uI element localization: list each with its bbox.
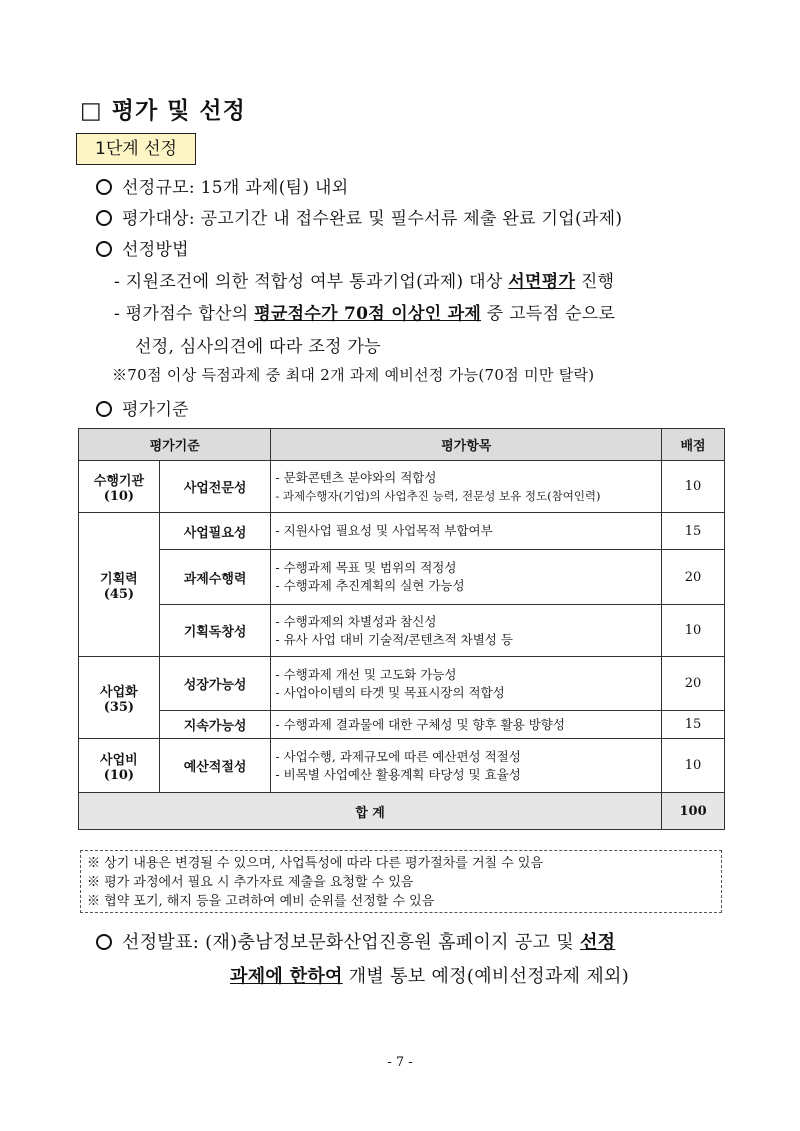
- table-row: 사업비 (10) 예산적절성 - 사업수행, 과제규모에 따른 예산편성 적절성 - 비목별 사업예산 활용계획 타당성 및 효율성 10: [79, 739, 725, 793]
- method-line-2: - 평가점수 합산의 평균점수가 70점 이상인 과제 중 고득점 순으로: [114, 304, 616, 324]
- table-row: 지속가능성 - 수행과제 결과물에 대한 구체성 및 향후 활용 방향성 15: [79, 711, 725, 739]
- table-row: 과제수행력 - 수행과제 목표 및 범위의 적정성 - 수행과제 추진계획의 실현 가능성 20: [79, 550, 725, 605]
- table-row: 수행기관 (10) 사업전문성 - 문화콘텐츠 분야와의 적합성 - 과제수행자(기업)의 사업추진 능력, 전문성 보유 정도(참여인력) 10: [79, 461, 725, 513]
- section-heading: □ 평가 및 선정: [80, 98, 246, 124]
- page-number: - 7 -: [387, 1055, 413, 1070]
- circle-bullet-icon: [96, 401, 112, 417]
- table-row: 기획력 (45) 사업필요성 - 지원사업 필요성 및 사업목적 부합여부 15: [79, 513, 725, 550]
- reserve-note: ※70점 이상 득점과제 중 최대 2개 과제 예비선정 가능(70점 미만 탈락): [112, 366, 595, 384]
- criteria-title: 평가기준: [96, 395, 189, 420]
- table-row: 기획독창성 - 수행과제의 차별성과 참신성 - 유사 사업 대비 기술적/콘텐츠적 차별성 등 10: [79, 605, 725, 657]
- target-line: 평가대상: 공고기간 내 접수완료 및 필수서류 제출 완료 기업(과제): [96, 204, 622, 229]
- notes-box: [80, 850, 722, 913]
- note-item: ※ 상기 내용은 변경될 수 있으며, 사업특성에 따라 다른 평가절차를 거칠 수 있음: [87, 856, 544, 871]
- circle-bullet-icon: [96, 210, 112, 226]
- method-title: 선정방법: [96, 235, 189, 260]
- table-total-row: 합 계 100: [79, 793, 725, 830]
- stage-label: 1단계 선정: [76, 133, 196, 165]
- method-line-2-cont: 선정, 심사의견에 따라 조정 가능: [135, 337, 381, 357]
- table-row: 사업화 (35) 성장가능성 - 수행과제 개선 및 고도화 가능성 - 사업아이템의 타겟 및 목표시장의 적합성 20: [79, 657, 725, 711]
- evaluation-table: [78, 428, 725, 830]
- scale-line: 선정규모: 15개 과제(팀) 내외: [96, 173, 348, 198]
- method-line-1: - 지원조건에 의한 적합성 여부 통과기업(과제) 대상 서면평가 진행: [114, 272, 615, 292]
- circle-bullet-icon: [96, 934, 112, 950]
- circle-bullet-icon: [96, 179, 112, 195]
- announce-line-cont: 과제에 한하여 개별 통보 예정(예비선정과제 제외): [230, 966, 630, 987]
- announce-line: 선정발표: (재)충남정보문화산업진흥원 홈페이지 공고 및 선정: [96, 928, 615, 954]
- note-item: ※ 평가 과정에서 필요 시 추가자료 제출을 요청할 수 있음: [87, 875, 414, 890]
- circle-bullet-icon: [96, 241, 112, 257]
- note-item: ※ 협약 포기, 해지 등을 고려하여 예비 순위를 선정할 수 있음: [87, 894, 435, 909]
- table-header-row: 평가기준 평가항목 배점: [79, 429, 725, 461]
